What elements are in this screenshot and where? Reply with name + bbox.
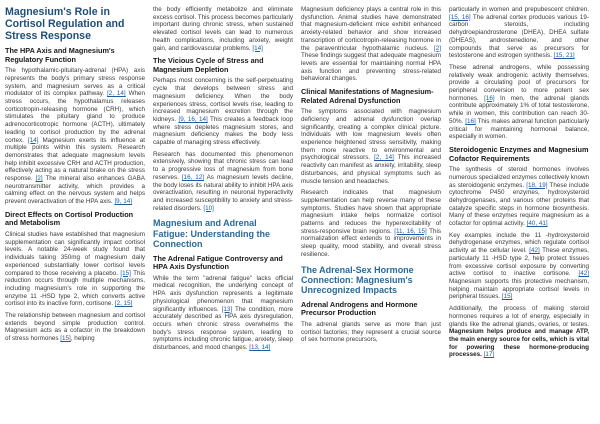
citation-link[interactable]: [15] — [120, 269, 131, 277]
heading-steroidogenic-enzymes: Steroidogenic Enzymes and Magnesium Cofactor Requirements — [449, 144, 589, 163]
paragraph: Additionally, the process of making steroid hormones requires a lot of energy, especially in glands like the adrenal glands, ovaries, or testes. Magnesium helps produce and manage ATP, the main energy source for cells, which is vital for powering these hormone-producing processes. [17] — [449, 305, 589, 359]
paragraph: The symptoms associated with magnesium deficiency and adrenal dysfunction overlap significantly, creating a complex clinical picture. Individuals with low magnesium levels often experience heightened stress sensitivity, making them more reactive to environmental and psychological stressors. [2, 14] This increased reactivity can manifest as anxiety, irritability, sleep disturbances, and physical symptoms such as muscle tension and headaches. — [301, 108, 442, 185]
citation-link[interactable]: [17] — [483, 351, 495, 359]
paragraph: These adrenal androgens, while possessing relatively weak androgenic activity themselves, provide a circulating pool of precursors for peripheral conversion to more potent sex hormones. [16] In men, the adrenal glands contribute approximately 1% of total testosterone, while in women, this contribution can reach 30-50%. [16] This makes adrenal function particularly critical for maintaining hormonal balance, especially in women. — [449, 63, 590, 141]
heading-clinical-manifestations: Clinical Manifestations of Magnesium-Related Adrenal Dysfunction — [301, 87, 434, 105]
citation-link[interactable]: [9, 14] — [114, 198, 132, 206]
citation-link[interactable]: [15, 21] — [553, 52, 575, 60]
paragraph: Research has documented this phenomenon extensively, showing that chronic stress can lead to a progressive loss of magnesium from bone reserves. [16, 12] As magnesium levels decline, the body loses its natural ability to inhibit HPA axis overactivation, resulting in neuronal hyperactivity and increased susceptibility to anxiety and stress-related disorders. [10] — [153, 150, 294, 212]
citation-link[interactable]: [9, 16, 14] — [178, 115, 208, 123]
citation-link[interactable]: [11, 16, 15] — [394, 227, 427, 235]
citation-link[interactable]: [2, 15] — [114, 300, 133, 308]
heading-adrenal-controversy: The Adrenal Fatigue Controversy and HPA Axis Dysfunction — [153, 253, 283, 272]
column-4 — [449, 6, 589, 363]
heading-adrenal-androgens: Adrenal Androgens and Hormone Precursor Production — [301, 299, 418, 318]
paragraph: Magnesium deficiency plays a central role in this dysfunction. Animal studies have demonstrated that magnesium-deficient mice exhibit enhanced anxiety-related behavior and show increased transcription of corticotropin-releasing hormone in the paraventricular hypothalamic nucleus. [2] These findings suggest that adequate magnesium levels are essential for maintaining normal HPA axis function and preventing stress-related behavioral changes. — [301, 6, 441, 83]
citation-link[interactable]: [2, 14] — [107, 90, 126, 98]
section-heading-adrenal-sex-hormone: The Adrenal-Sex Hormone Connection: Magnesium's Unrecognized Impacts — [301, 264, 414, 296]
column-1 — [5, 6, 145, 347]
column-3 — [301, 6, 441, 348]
citation-link[interactable]: [15, 16] — [449, 13, 471, 21]
citation-link[interactable]: [16] — [484, 94, 495, 102]
citation-link[interactable]: [2] — [433, 44, 441, 52]
citation-link[interactable]: [14] — [27, 136, 39, 144]
paragraph: Clinical studies have established that magnesium supplementation can significantly impact cortisol levels. A notable 24-week study found that individuals taking 350mg of magnesium daily experienced substantially lower cortisol levels compared to those receiving a placebo. [15] This reduction occurs through multiple mechanisms, including magnesium's role in supporting the enzyme 11 -HSD type 2, which converts active cortisol into its inactive form, cortisone. [2, 15] — [5, 231, 145, 308]
paragraph: Research indicates that magnesium supplementation can help reverse many of these symptoms. Studies have shown that appropriate magnesium intake helps normalize cortisol patterns and reduces the hyperexcitability of stress-responsive brain regions. [11, 16, 15] This normalization effect extends to improvements in sleep quality, mood stability, and overall stress resilience. — [301, 189, 441, 258]
paragraph: Perhaps most concerning is the self-perpetuating cycle that develops between stress and magnesium deficiency. When the body experiences stress, cortisol levels rise, leading to increased magnesium excretion through the kidneys. [9, 16, 14] This creates a feedback loop where stress depletes magnesium stores, and magnesium deficiency makes the body less capable of managing stress effectively. — [153, 77, 293, 147]
paragraph: the body efficiently metabolize and eliminate excess cortisol. This process becomes particularly important during chronic stress, when sustained elevated cortisol levels can lead to numerous health complications, including anxiety, weight gain, and cardiovascular problems. [14] — [153, 6, 293, 52]
paragraph: particularly in women and prepubescent children. [15, 16] The adrenal cortex produces various 19-carbon steroids, including dehydroepiandrosterone (DHEA), DHEA sulfate (DHEAS), androstenedione, and other compounds that serve as precursors for testosterone and estrogen synthesis. [15, 21] — [449, 6, 589, 60]
citation-link[interactable]: [13] — [221, 305, 233, 313]
paragraph: The adrenal glands serve as more than just cortisol factories; they represent a crucial source of sex hormone precursors, — [301, 320, 441, 344]
paragraph: The relationship between magnesium and cortisol extends beyond simple production control. Magnesium acts as a cofactor in the breakdown of stress hormones [15], helping — [5, 312, 145, 343]
column-2 — [153, 6, 293, 356]
section-heading-adrenal-fatigue: Magnesium and Adrenal Fatigue: Understanding the Connection — [153, 218, 270, 250]
citation-link[interactable]: [15] — [60, 335, 71, 343]
paragraph: The synthesis of steroid hormones involves numerous specialized enzymes collectively known as steroidogenic enzymes. [18, 19] These include cytochrome P450 enzymes, hydroxysteroid dehydrogenases, and various other proteins that catalyze specific steps in hormone biosynthesis. Many of these enzymes require magnesium as a cofactor for optimal activity. [40, 41] — [449, 166, 589, 228]
citation-link[interactable]: [13, 14] — [249, 344, 271, 352]
citation-link[interactable]: [14] — [252, 44, 263, 52]
citation-link[interactable]: [16] — [465, 117, 476, 125]
paragraph: The hypothalamic-pituitary-adrenal (HPA) axis represents the body's primary stress response system, and magnesium serves as a critical modulator of its complex pathway. [2, 14] When stress occurs, the hypothalamus releases corticotropin-releasing hormone (CRH), which stimulates the pituitary gland to produce adrenocorticotropic hormone (ACTH), ultimately leading to cortisol production by the adrenal cortex. [14] Magnesium exerts its influence at multiple points within this system. Research demonstrates that adequate magnesium levels help inhibit excessive CRH and ACTH production, effectively acting as a natural brake on the stress response. [2] The mineral also enhances GABA neurotransmitter activity, which provides a calming effect on the nervous system and helps prevent overactivation of the HPA axis. [9, 14] — [5, 67, 146, 206]
bold-text: Magnesium helps produce and manage ATP, the main energy source for cells, which is vital for powering these hormone-producing processes. — [449, 328, 589, 359]
citation-link[interactable]: [16, 12] — [181, 173, 204, 181]
paragraph: Key examples include the 11 -hydroxysteroid dehydrogenase enzymes, which regulate cortisol activity at the cellular level. [42] These enzymes, particularly 11 -HSD type 2, help protect tissues from excessive cortisol exposure by converting active cortisol to inactive cortisone. [42] Magnesium supports this protective mechanism, helping maintain appropriate cortisol levels in peripheral tissues. [15] — [449, 231, 590, 301]
paragraph: While the term "adrenal fatigue" lacks official medical recognition, the underlying concept of HPA axis dysfunction represents a legitimate physiological phenomenon that magnesium significantly influences. [13] The condition, more accurately described as HPA axis dysregulation, occurs when chronic stress overwhelms the body's stress response system, leading to symptoms including chronic fatigue, anxiety, sleep disturbances, and mood changes. [13, 14] — [153, 274, 294, 352]
citation-link[interactable]: [10] — [203, 204, 214, 212]
citation-link[interactable]: [18, 19] — [526, 181, 548, 189]
heading-vicious-cycle: The Vicious Cycle of Stress and Magnesium Depletion — [153, 56, 264, 74]
article-title: Magnesium's Role in Cortisol Regulation and Stress Response — [5, 6, 125, 42]
citation-link[interactable]: [15] — [501, 293, 513, 301]
citation-link[interactable]: [42] — [578, 270, 590, 278]
heading-hpa-axis: The HPA Axis and Magnesium's Regulatory Function — [5, 46, 115, 64]
citation-link[interactable]: [42] — [529, 247, 540, 255]
citation-link[interactable]: [2] — [35, 175, 43, 183]
heading-direct-effects: Direct Effects on Cortisol Production and Metabolism — [5, 209, 134, 228]
citation-link[interactable]: [2, 14] — [374, 154, 394, 162]
citation-link[interactable]: [40, 41] — [526, 220, 548, 228]
